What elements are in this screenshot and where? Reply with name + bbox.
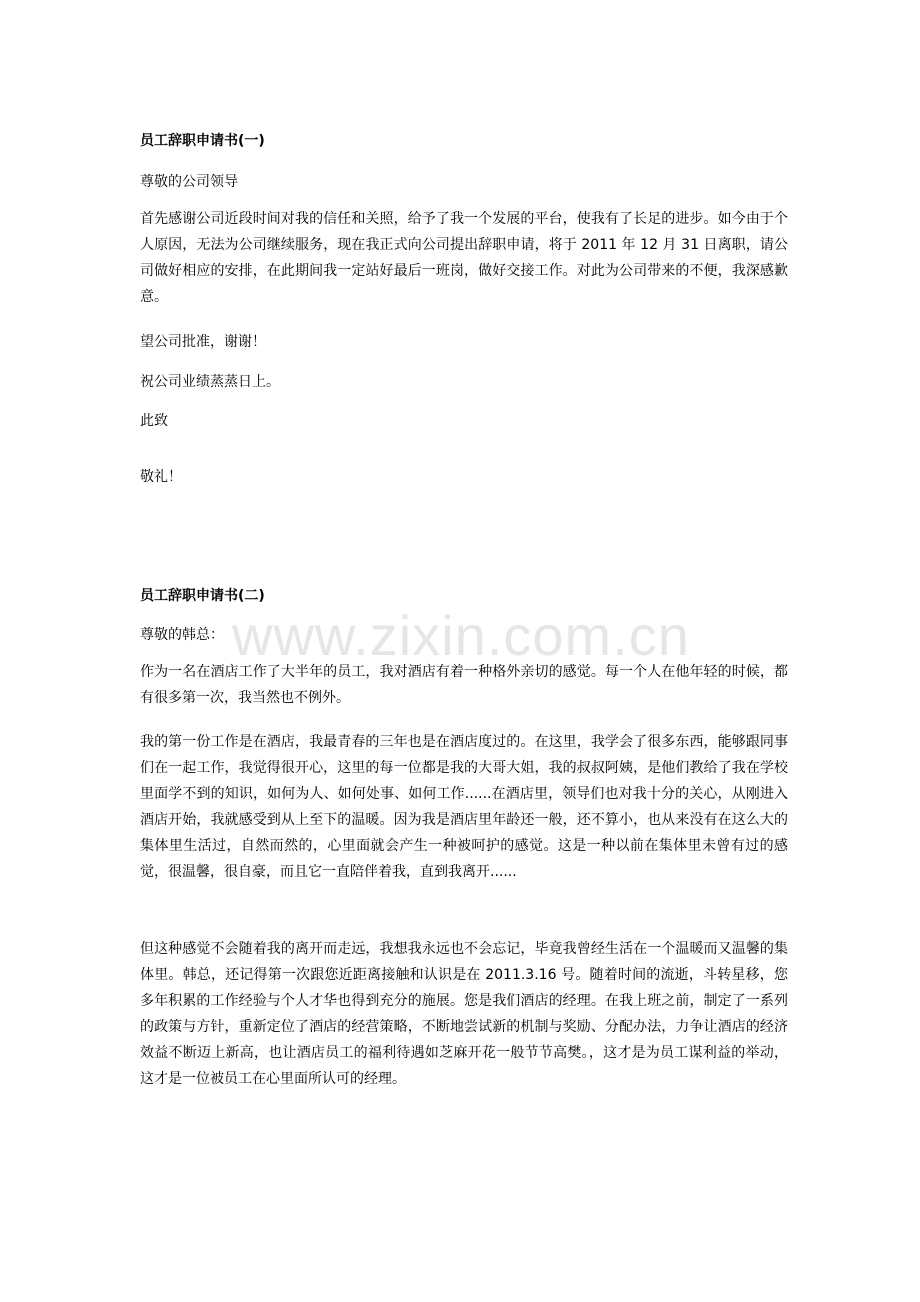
section1-title: 员工辞职申请书(一) bbox=[140, 133, 265, 149]
section1-request: 望公司批准，谢谢！ bbox=[140, 334, 266, 350]
section1-closing: 此致 bbox=[140, 413, 168, 429]
watermark: www.zixin.com.cn bbox=[232, 604, 690, 667]
section1-regards: 敬礼！ bbox=[140, 469, 182, 485]
section2-title: 员工辞职申请书(二) bbox=[140, 588, 265, 604]
section2-para3: 但这种感觉不会随着我的离开而走远，我想我永远也不会忘记，毕竟我曾经生活在一个温暖而又温馨的集体里。韩总，还记得第一次跟您近距离接触和认识是在 2011.3.16 号。随着时间的流逝，斗转星移，您多年积累的工作经验与个人才华也得到充分的施展。您是我们酒店的经理。在我上班之前，制定了一系列的政策与方针，重新定位了酒店的经营策略，不断地尝试新的机制与奖励、分配办法，力争让酒店的经济效益不断迈上新高，也让酒店员工的福利待遇如芝麻开花一般节节高樊。，这才是为员工谋利益的举动，这才是一位被员工在心里面所认可的经理。 bbox=[140, 941, 788, 1087]
section2-para2: 我的第一份工作是在酒店，我最青春的三年也是在酒店度过的。在这里，我学会了很多东西，能够跟同事们在一起工作，我觉得很开心，这里的每一位都是我的大哥大姐，我的叔叔阿姨，是他们教给了我在学校里面学不到的知识，如何为人、如何处事、如何工作......在酒店里，领导们也对我十分的关心，从刚进入酒店开始，我就感受到从上至下的温暖。因为我是酒店里年龄还一般，还不算小，也从来没有在这么大的集体里生活过，自然而然的，心里面就会产生一种被呵护的感觉。这是一种以前在集体里未曾有过的感觉，很温馨，很自豪，而且它一直陪伴着我，直到我离开...... bbox=[140, 734, 788, 880]
section1-salutation: 尊敬的公司领导 bbox=[140, 174, 238, 190]
section2-salutation: 尊敬的韩总： bbox=[140, 627, 224, 643]
section2-para1: 作为一名在酒店工作了大半年的员工，我对酒店有着一种格外亲切的感觉。每一个人在他年轻的时候，都有很多第一次，我当然也不例外。 bbox=[140, 664, 788, 706]
section1-body: 首先感谢公司近段时间对我的信任和关照，给予了我一个发展的平台，使我有了长足的进步。如今由于个人原因，无法为公司继续服务，现在我正式向公司提出辞职申请，将于 2011 年 12 月 31 日离职，请公司做好相应的安排，在此期间我一定站好最后一班岗，做好交接工作。对此为公司带来的不便，我深感歉意。 bbox=[140, 211, 788, 305]
section1-wish: 祝公司业绩蒸蒸日上。 bbox=[140, 374, 280, 390]
